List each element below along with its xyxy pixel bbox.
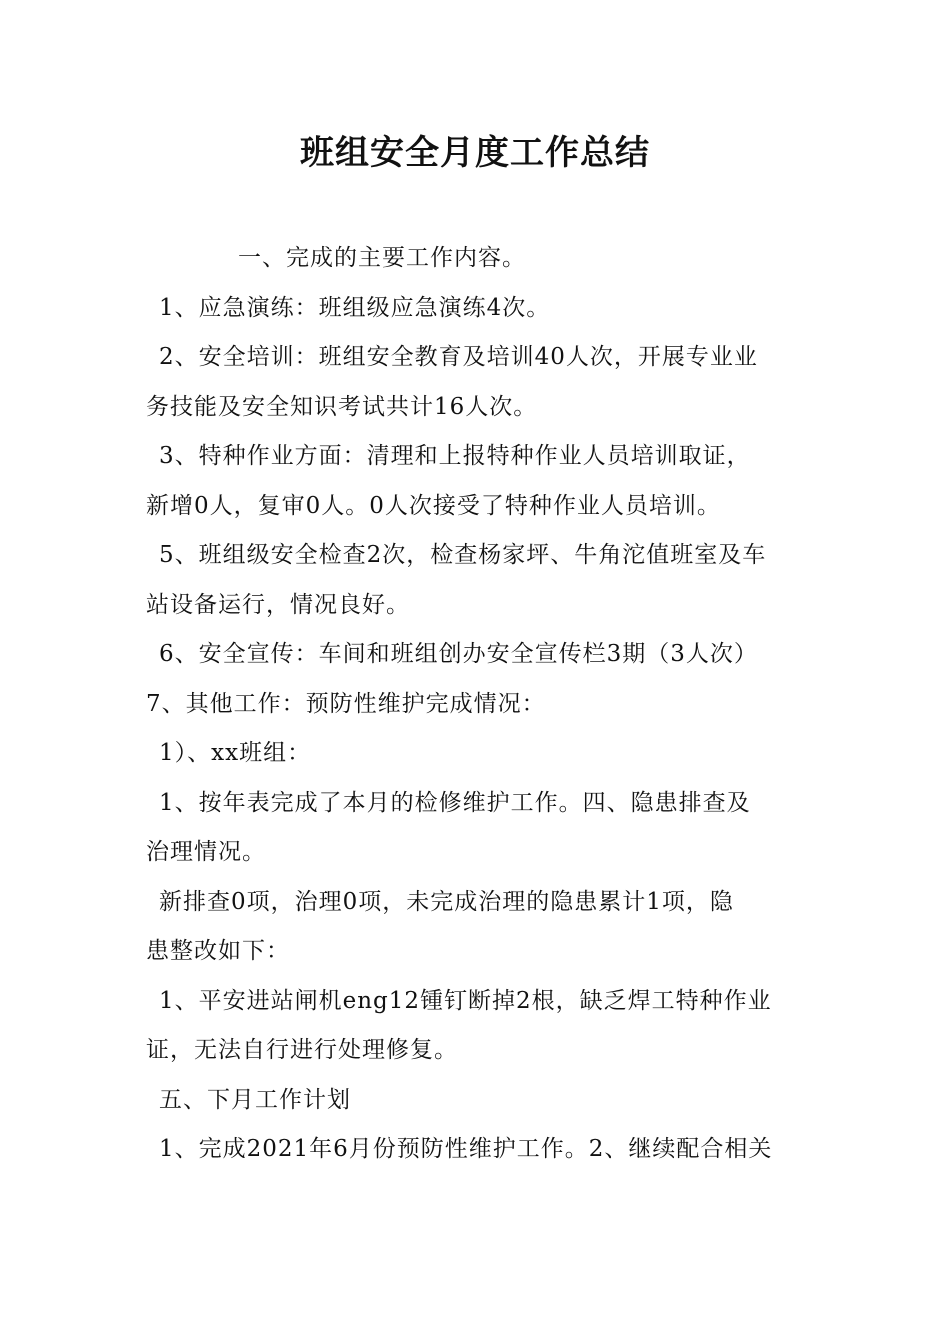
- paragraph-line: 2、安全培训：班组安全教育及培训40人次，开展专业业: [159, 344, 758, 370]
- paragraph-line: 1）、xx班组：: [159, 740, 312, 766]
- section-heading-main-work: 一、完成的主要工作内容。: [238, 245, 526, 271]
- document-title: 班组安全月度工作总结: [300, 133, 650, 173]
- paragraph-line: 务技能及安全知识考试共计16人次。: [146, 393, 538, 420]
- paragraph-line: 7、其他工作：预防性维护完成情况：: [146, 690, 546, 717]
- paragraph-line: 新排查0项，治理0项，未完成治理的隐患累计1项，隐: [159, 888, 734, 915]
- paragraph-line: 站设备运行，情况良好。: [146, 591, 410, 618]
- paragraph-line: 5、班组级安全检查2次，检查杨家坪、牛角沱值班室及车: [159, 542, 767, 568]
- paragraph-line: 新增0人，复审0人。0人次接受了特种作业人员培训。: [146, 492, 721, 519]
- paragraph-line: 6、安全宣传：车间和班组创办安全宣传栏3期（3人次）: [159, 641, 758, 667]
- paragraph-line: 1、应急演练：班组级应急演练4次。: [159, 294, 551, 321]
- document-body: [146, 234, 810, 1175]
- paragraph-line: 患整改如下：: [146, 938, 290, 964]
- paragraph-line: 1、完成2021年6月份预防性维护工作。2、继续配合相关: [159, 1136, 773, 1162]
- paragraph-line: 证，无法自行进行处理修复。: [146, 1037, 458, 1063]
- paragraph-line: 3、特种作业方面：清理和上报特种作业人员培训取证，: [159, 443, 751, 469]
- paragraph-line: 1、按年表完成了本月的检修维护工作。四、隐患排查及: [159, 789, 751, 816]
- paragraph-line: 1、平安进站闸机eng12锺钉断掉2根，缺乏焊工特种作业: [159, 987, 772, 1014]
- paragraph-line: 治理情况。: [146, 839, 266, 865]
- section-heading-next-month-plan: 五、下月工作计划: [159, 1086, 351, 1113]
